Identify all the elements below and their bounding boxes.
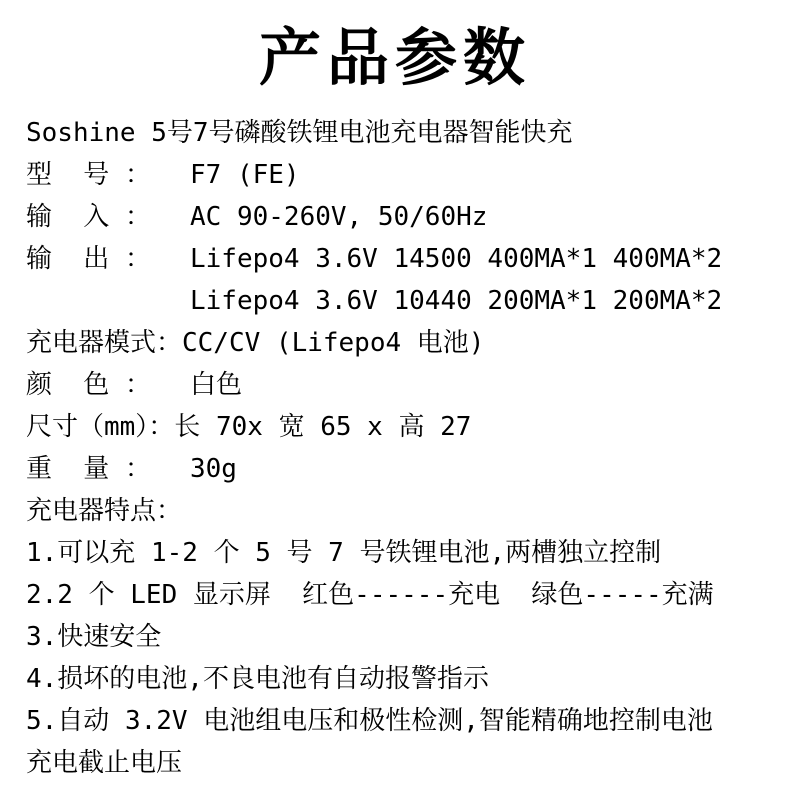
spec-color-label: 颜 色 ：: [26, 370, 151, 400]
spec-output-row-2: [26, 284, 722, 318]
spec-output-value-1: Lifepo4 3.6V 14500 400MA*1 400MA*2: [190, 244, 723, 274]
feature-item-continued: 充电截止电压: [26, 748, 183, 778]
feature-item: 2.2 个 LED 显示屏 红色------充电 绿色-----充满: [26, 580, 714, 610]
feature-item: 5.自动 3.2V 电池组电压和极性检测,智能精确地控制电池: [26, 706, 713, 736]
spec-model-row: [26, 158, 300, 192]
feature-item: 1.可以充 1-2 个 5 号 7 号铁锂电池,两槽独立控制: [26, 538, 662, 568]
spec-weight-label: 重 量 ：: [26, 454, 151, 484]
spec-output-row: [26, 242, 722, 276]
spec-weight-value: 30g: [190, 454, 237, 484]
spec-input-row: [26, 200, 487, 234]
feature-item: 3.快速安全: [26, 622, 162, 652]
spec-mode: 充电器模式：CC/CV (Lifepo4 电池): [26, 328, 485, 358]
product-name: Soshine 5号7号磷酸铁锂电池充电器智能快充: [26, 118, 573, 148]
page-title: 产品参数: [258, 21, 531, 94]
feature-item: 4.损坏的电池,不良电池有自动报警指示: [26, 664, 489, 694]
spec-input-value: AC 90-260V, 50/60Hz: [190, 202, 488, 232]
spec-input-label: 输 入 ：: [26, 202, 151, 232]
spec-color-row: [26, 368, 242, 402]
spec-output-value-2: Lifepo4 3.6V 10440 200MA*1 200MA*2: [190, 286, 723, 316]
spec-output-label: 输 出 ：: [26, 244, 151, 274]
spec-weight-row: [26, 452, 237, 486]
spec-size: 尺寸（mm）：长 70x 宽 65 x 高 27: [26, 412, 472, 442]
spec-model-value: F7 (FE): [190, 160, 300, 190]
spec-color-value: 白色: [190, 370, 243, 400]
features-heading: 充电器特点：: [26, 496, 183, 526]
spec-model-label: 型 号 ：: [26, 160, 151, 190]
